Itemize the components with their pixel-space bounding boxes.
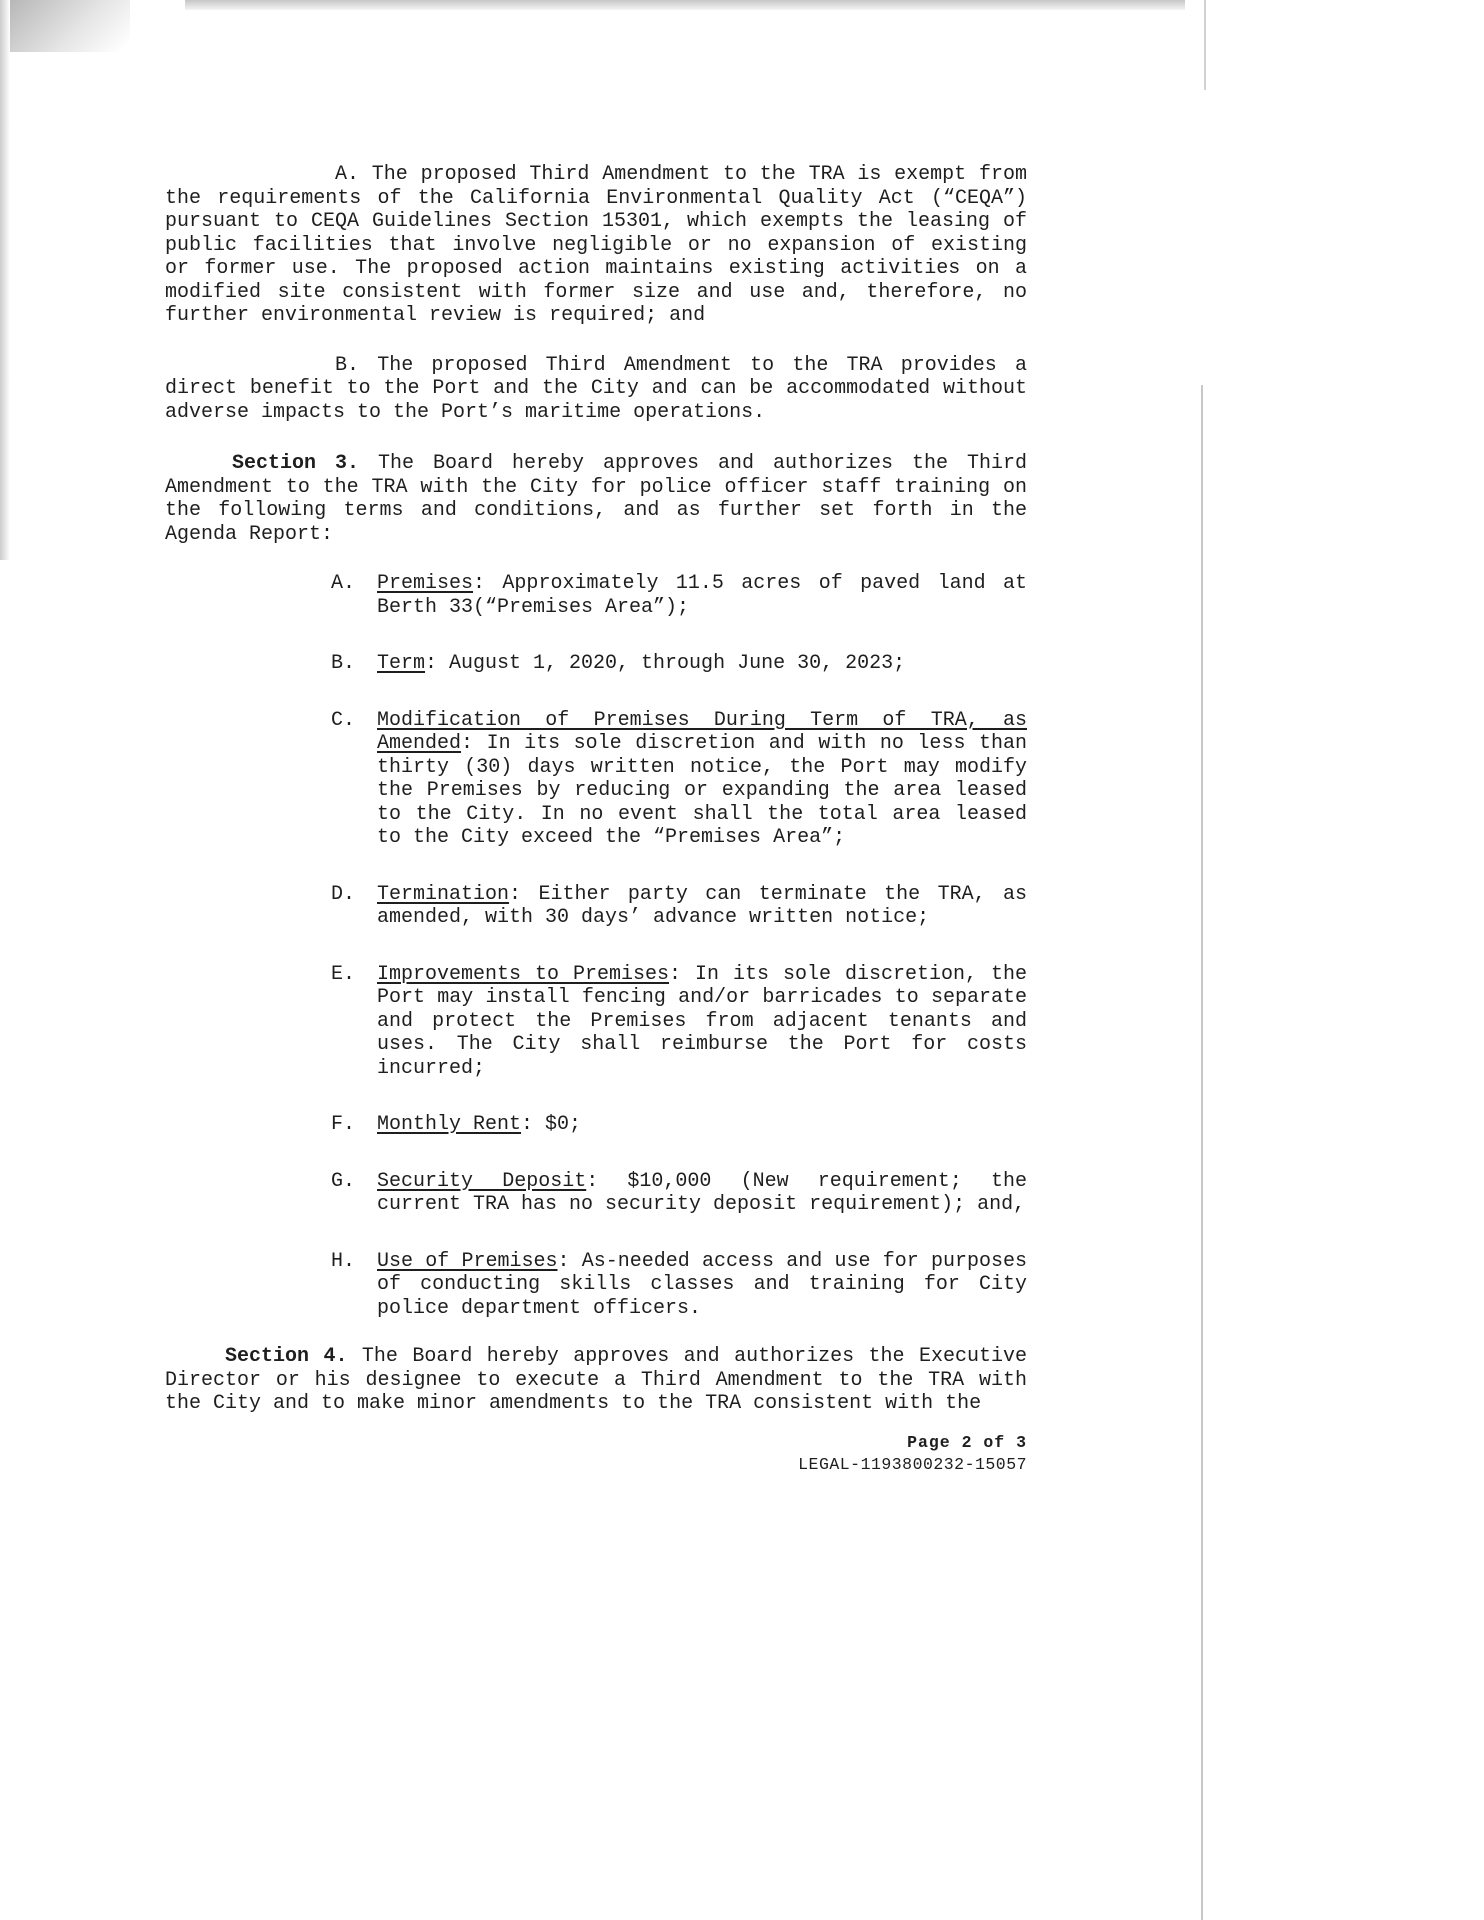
page-number: Page 2 of 3 (907, 1432, 1027, 1452)
section-3-body: The Board hereby approves and authorizes the Third Amendment to the TRA with the City for police officer staff training on the following terms and conditions, and as further set forth in the Agenda Report: (165, 452, 1027, 546)
term-letter: F. (331, 1113, 356, 1136)
paragraph-recital-b: B. The proposed Third Amendment to the TRA provides a direct benefit to the Port and the City and can be accommodated without adverse impacts to the Port’s maritime operations. (165, 353, 1027, 424)
term-letter: A. (331, 572, 356, 595)
term-letter: E. (331, 962, 356, 986)
term-label: Improvements to Premises (377, 962, 670, 986)
term-item-termination (165, 883, 1027, 930)
term-text: : Approximately 11.5 acres of paved land at Berth 33(“Premises Area”); (377, 572, 1027, 619)
term-item-modification (165, 709, 1027, 850)
term-label: Termination (377, 882, 510, 906)
term-label: Monthly Rent (377, 1113, 522, 1136)
term-label: Security Deposit (377, 1169, 587, 1193)
section-4-body: The Board hereby approves and authorizes the Executive Director or his designee to execute a Third Amendment to the TRA with the City and to make minor amendments to the TRA consistent with the (165, 1345, 1027, 1415)
term-item-use-of-premises (165, 1250, 1027, 1321)
term-item-improvements (165, 963, 1027, 1081)
term-label: Use of Premises (377, 1249, 558, 1273)
paragraph-recital-a: A. The proposed Third Amendment to the TRA is exempt from the requirements of the California Environmental Quality Act (“CEQA”) pursuant to CEQA Guidelines Section 15301, which exempts the leasing of public facilities that involve negligible or no expansion of existing or former use. The proposed action maintains existing activities on a modified site consistent with former size and use and, therefore, no further environmental review is required; and (165, 163, 1027, 327)
term-letter: H. (331, 1249, 356, 1273)
scan-artifact-left-edge (0, 0, 10, 560)
section-4-heading: Section 4. (225, 1345, 348, 1368)
term-label: Term (377, 652, 426, 675)
scan-artifact-right-vertical-line (1201, 385, 1203, 1920)
term-label: Premises (377, 572, 474, 595)
term-letter: B. (331, 652, 356, 675)
document-content (165, 163, 1027, 1476)
term-letter: D. (331, 882, 356, 906)
term-text: : Either party can terminate the TRA, as amended, with 30 days’ advance written notice; (377, 882, 1027, 929)
term-text: : As-needed access and use for purposes of conducting skills classes and training for City police department officers. (377, 1249, 1028, 1320)
term-text: : $10,000 (New requirement; the current TRA has no security deposit requirement); and, (377, 1169, 1028, 1216)
term-text: : $0; (521, 1113, 582, 1136)
term-letter: G. (331, 1169, 356, 1193)
page-footer (165, 1432, 1027, 1476)
term-letter: C. (331, 708, 356, 732)
document-id: LEGAL-1193800232-15057 (798, 1454, 1027, 1474)
paragraph-section-3 (165, 452, 1027, 546)
term-item-premises (165, 572, 1027, 619)
term-item-term (165, 652, 1027, 676)
term-text: : In its sole discretion and with no less than thirty (30) days written notice, the Port may modify the Premises by reducing or expanding the area leased to the City. In no event shall the total area leased to the City exceed the “Premises Area”; (377, 732, 1027, 849)
term-item-security-deposit (165, 1170, 1027, 1217)
scan-artifact-top-edge (185, 0, 1185, 10)
section-3-heading: Section 3. (232, 452, 360, 475)
scan-artifact-right-top-line (1204, 0, 1206, 90)
paragraph-section-4 (165, 1345, 1027, 1416)
term-text: : In its sole discretion, the Port may install fencing and/or barricades to separate and protect the Premises from adjacent tenants and uses. The City shall reimburse the Port for costs incurred; (377, 962, 1027, 1080)
term-item-monthly-rent (165, 1113, 1027, 1137)
scan-artifact-top-left-corner (0, 0, 130, 52)
term-label: Modification of Premises During Term of TRA, as Amended (377, 708, 1027, 755)
term-text: : August 1, 2020, through June 30, 2023; (425, 652, 906, 675)
